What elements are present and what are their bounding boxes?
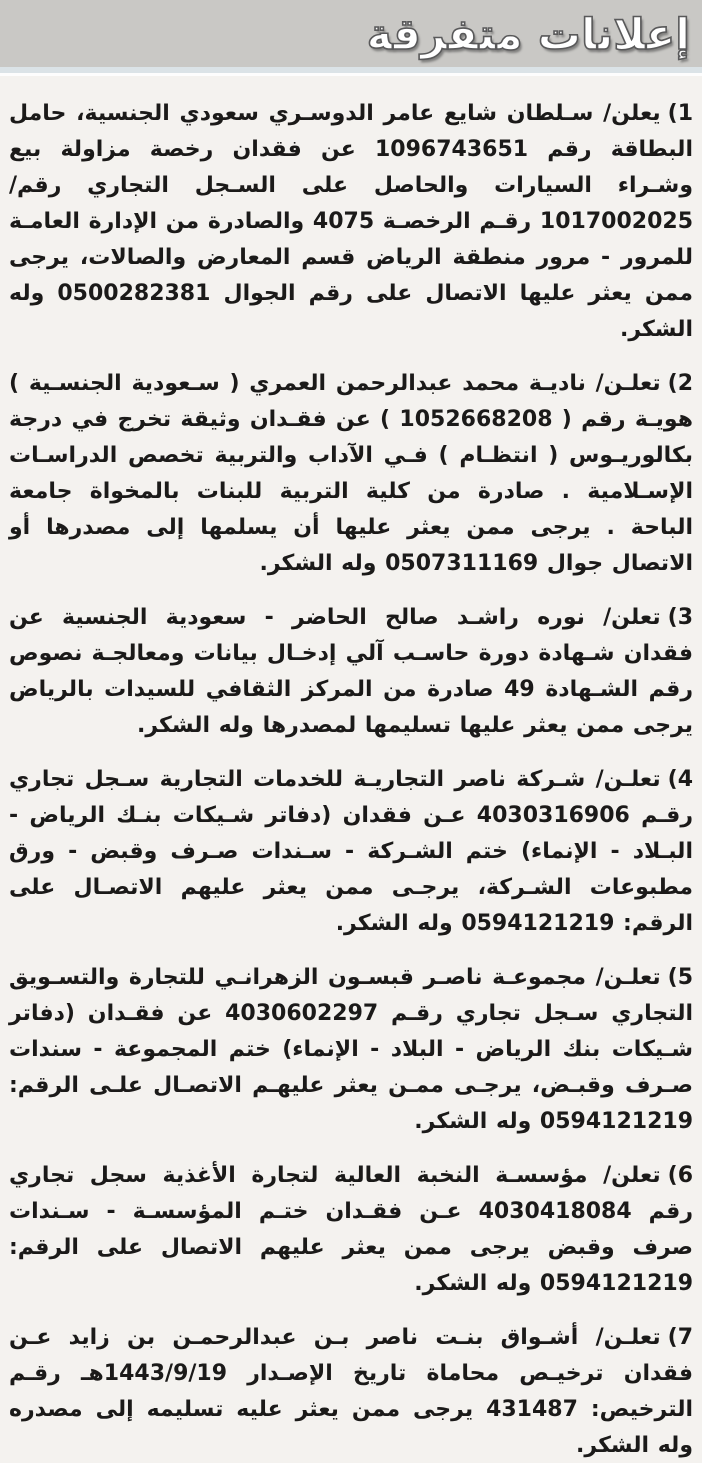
- announcement-item-6: [9, 1158, 693, 1302]
- announcement-item-7: [9, 1320, 693, 1463]
- announcement-number: 1): [667, 101, 693, 126]
- announcement-item-1: [9, 96, 693, 348]
- announcement-text: تعلـن/ شـركة ناصر التجاريـة للخدمات التجارية سـجل تجاري رقـم 4030316906 عـن فقدان (دفاتر شـيكات بنـك الرياض - البـلاد - الإنماء) ختم الشـركة - سـندات صـرف وقبض - ورق مطبوعات الشـركة، يرجـى ممن يعثر عليهم الاتصـال على الرقم: 0594121219 وله الشكر.: [9, 767, 693, 936]
- announcements-list: [0, 76, 702, 1463]
- announcement-number: 7): [667, 1325, 693, 1350]
- announcement-item-5: [9, 960, 693, 1140]
- announcement-number: 6): [667, 1163, 693, 1188]
- announcement-text: تعلن/ نوره راشـد صالح الحاضر - سعودية الجنسية عن فقدان شـهادة دورة حاسـب آلي إدخـال بيانات ومعالجـة نصوص رقم الشـهادة 49 صادرة من المركز الثقافي للسيدات بالرياض يرجى ممن يعثر عليها تسليمها لمصدرها وله الشكر.: [9, 605, 693, 738]
- announcement-number: 5): [667, 965, 693, 990]
- announcement-text: تعلـن/ ناديـة محمد عبدالرحمن العمري ( سـعودية الجنسـية ) هويـة رقم ( 1052668208 ) عن فقـدان وثيقة تخرج في درجة بكالوريـوس ( انتظـام ) فـي الآداب والتربية تخصص الدراسـات الإسـلامية . صادرة من كلية التربية للبنات بالمخواة جامعة الباحة . يرجى ممن يعثر عليها أن يسلمها إلى مصدرها أو الاتصال جوال 0507311169 وله الشكر.: [9, 371, 693, 576]
- announcement-text: تعلن/ مؤسسـة النخبة العالية لتجارة الأغذية سجل تجاري رقم 4030418084 عـن فقـدان ختـم المؤسسـة - سـندات صرف وقبض يرجى ممن يعثر عليهم الاتصال على الرقم: 0594121219 وله الشكر.: [9, 1163, 693, 1296]
- header-divider: [0, 67, 702, 76]
- page-header: [0, 0, 702, 67]
- announcement-item-4: [9, 762, 693, 942]
- announcement-text: تعلـن/ أشـواق بنـت ناصر بـن عبدالرحمـن بن زايد عـن فقدان ترخيـص محاماة تاريخ الإصـدار 1443/9/19هـ رقـم الترخيص: 431487 يرجى ممن يعثر عليه تسليمه إلى مصدره وله الشكر.: [9, 1325, 693, 1458]
- announcement-number: 4): [667, 767, 693, 792]
- announcement-number: 2): [667, 371, 693, 396]
- announcement-text: يعلن/ سـلطان شايع عامر الدوسـري سعودي الجنسية، حامل البطاقة رقم 1096743651 عن فقدان رخصة مزاولة بيع وشـراء السيارات والحاصل على السـجل التجاري رقم/ 1017002025 رقـم الرخصـة 4075 والصادرة من الإدارة العامـة للمرور - مرور منطقة الرياض قسم المعارض والصالات، يرجى ممن يعثر عليها الاتصال على رقم الجوال 0500282381 وله الشكر.: [9, 101, 694, 342]
- page-title: إعلانات متفرقة: [366, 10, 690, 60]
- announcement-number: 3): [667, 605, 693, 630]
- announcement-text: تعلـن/ مجموعـة ناصـر قبسـون الزهرانـي للتجارة والتسـويق التجاري سـجل تجاري رقـم 4030602297 عن فقـدان (دفاتر شـيكات بنك الرياض - البلاد - الإنماء) ختم المجموعة - سندات صـرف وقبـض، يرجـى ممـن يعثر عليهـم الاتصـال علـى الرقم: 0594121219 وله الشكر.: [9, 965, 693, 1134]
- announcement-item-2: [9, 366, 693, 582]
- announcement-item-3: [9, 600, 693, 744]
